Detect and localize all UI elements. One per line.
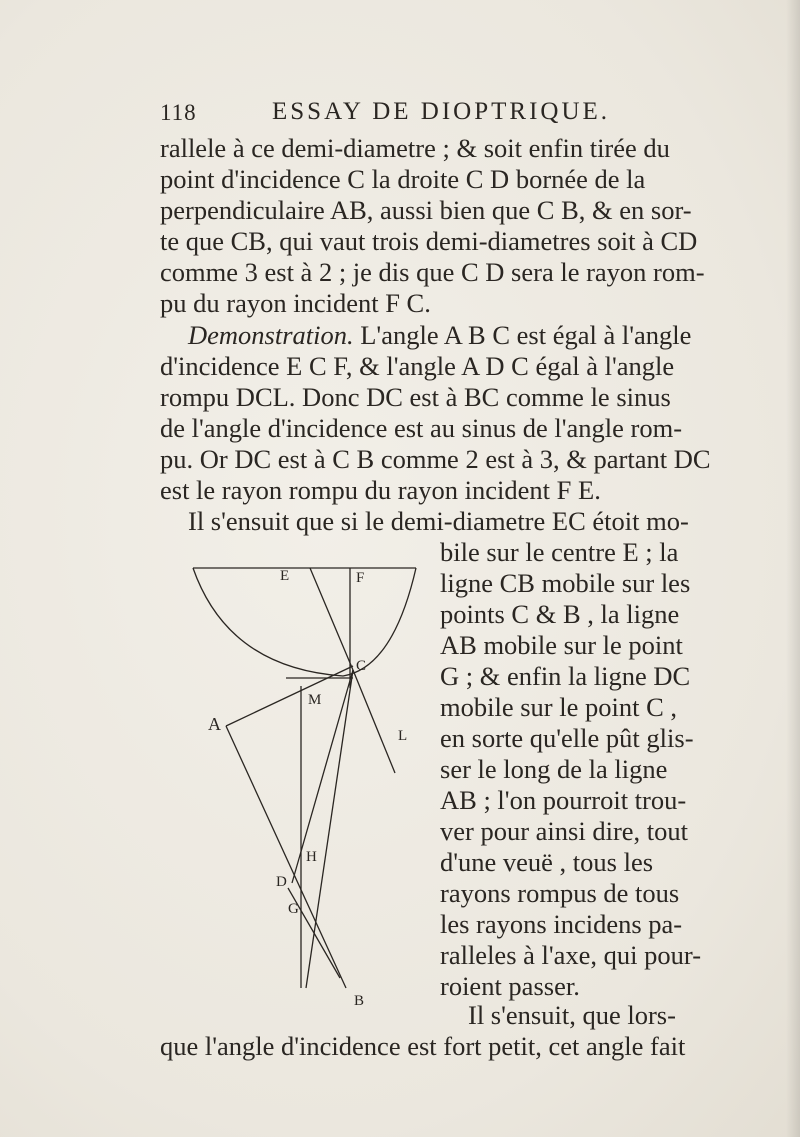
text-line: rayons rompus de tous xyxy=(440,878,680,908)
text-line: ligne CB mobile sur les xyxy=(440,568,691,598)
label-f: F xyxy=(356,570,365,586)
text-line: ver pour ainsi dire, tout xyxy=(440,816,689,846)
label-d: D xyxy=(276,874,287,890)
figure-labels xyxy=(208,568,407,1008)
text-line: que l'angle d'incidence est fort petit, cet angle fait xyxy=(160,1031,686,1061)
running-header xyxy=(160,92,720,132)
text-line: AB ; l'on pourroit trou- xyxy=(440,785,687,815)
label-c: C xyxy=(356,658,367,674)
dioptric-figure xyxy=(188,558,433,1008)
label-l: L xyxy=(398,728,408,744)
text-line: rompu DCL. Donc DC est à BC comme le sinus xyxy=(160,382,671,412)
text-line: Il s'ensuit que si le demi-diametre EC étoit mo- xyxy=(188,506,689,536)
text-line: bile sur le centre E ; la xyxy=(440,537,679,567)
label-b: B xyxy=(354,993,365,1008)
label-a: A xyxy=(208,714,221,734)
text-line: pu du rayon incident F C. xyxy=(160,288,431,318)
line-ac xyxy=(226,666,353,726)
figure-lines xyxy=(193,568,416,988)
figure-svg xyxy=(188,558,433,1008)
text-line: pu. Or DC est à C B comme 2 est à 3, & partant DC xyxy=(160,444,711,474)
label-h: H xyxy=(306,849,317,865)
text-line: de l'angle d'incidence est au sinus de l'angle rom- xyxy=(160,413,683,443)
label-e: E xyxy=(280,568,290,584)
line-cb xyxy=(306,670,353,988)
text-line: les rayons incidens pa- xyxy=(440,909,683,939)
text-line: rallele à ce demi-diametre ; & soit enfin tirée du xyxy=(160,133,670,163)
demonstration-line xyxy=(188,320,708,351)
text-line: point d'incidence C la droite C D bornée de la xyxy=(160,164,646,194)
demonstration-label: Demonstration. xyxy=(188,320,354,350)
line-ab xyxy=(226,726,346,988)
text-line: Il s'ensuit, que lors- xyxy=(468,1000,676,1030)
label-g: G xyxy=(288,901,299,917)
running-title: ESSAY DE DIOPTRIQUE. xyxy=(272,98,611,125)
text-line: ralleles à l'axe, qui pour- xyxy=(440,940,702,970)
text-line: est le rayon rompu du rayon incident F E. xyxy=(160,475,601,505)
text-line: te que CB, qui vaut trois demi-diametres soit à CD xyxy=(160,226,698,256)
text-line: en sorte qu'elle pût glis- xyxy=(440,723,694,753)
text-line: G ; & enfin la ligne DC xyxy=(440,661,691,691)
text-line: comme 3 est à 2 ; je dis que C D sera le rayon rom- xyxy=(160,257,705,287)
page-number: 118 xyxy=(160,100,197,125)
text-line: d'une veuë , tous les xyxy=(440,847,654,877)
demonstration-text: L'angle A B C est égal à l'angle xyxy=(360,320,692,350)
text-line: perpendiculaire AB, aussi bien que C B, & en sor- xyxy=(160,195,692,225)
label-m: M xyxy=(308,692,322,708)
page-edge-shadow xyxy=(786,0,800,1137)
text-line: ser le long de la ligne xyxy=(440,754,668,784)
text-line: roient passer. xyxy=(440,971,580,1001)
text-line: mobile sur le point C , xyxy=(440,692,678,722)
lens-arc xyxy=(193,568,416,676)
text-line: AB mobile sur le point xyxy=(440,630,683,660)
radius-ec xyxy=(310,568,353,670)
line-cl xyxy=(353,670,395,773)
text-line: points C & B , la ligne xyxy=(440,599,680,629)
text-line: d'incidence E C F, & l'angle A D C égal à l'angle xyxy=(160,351,675,381)
